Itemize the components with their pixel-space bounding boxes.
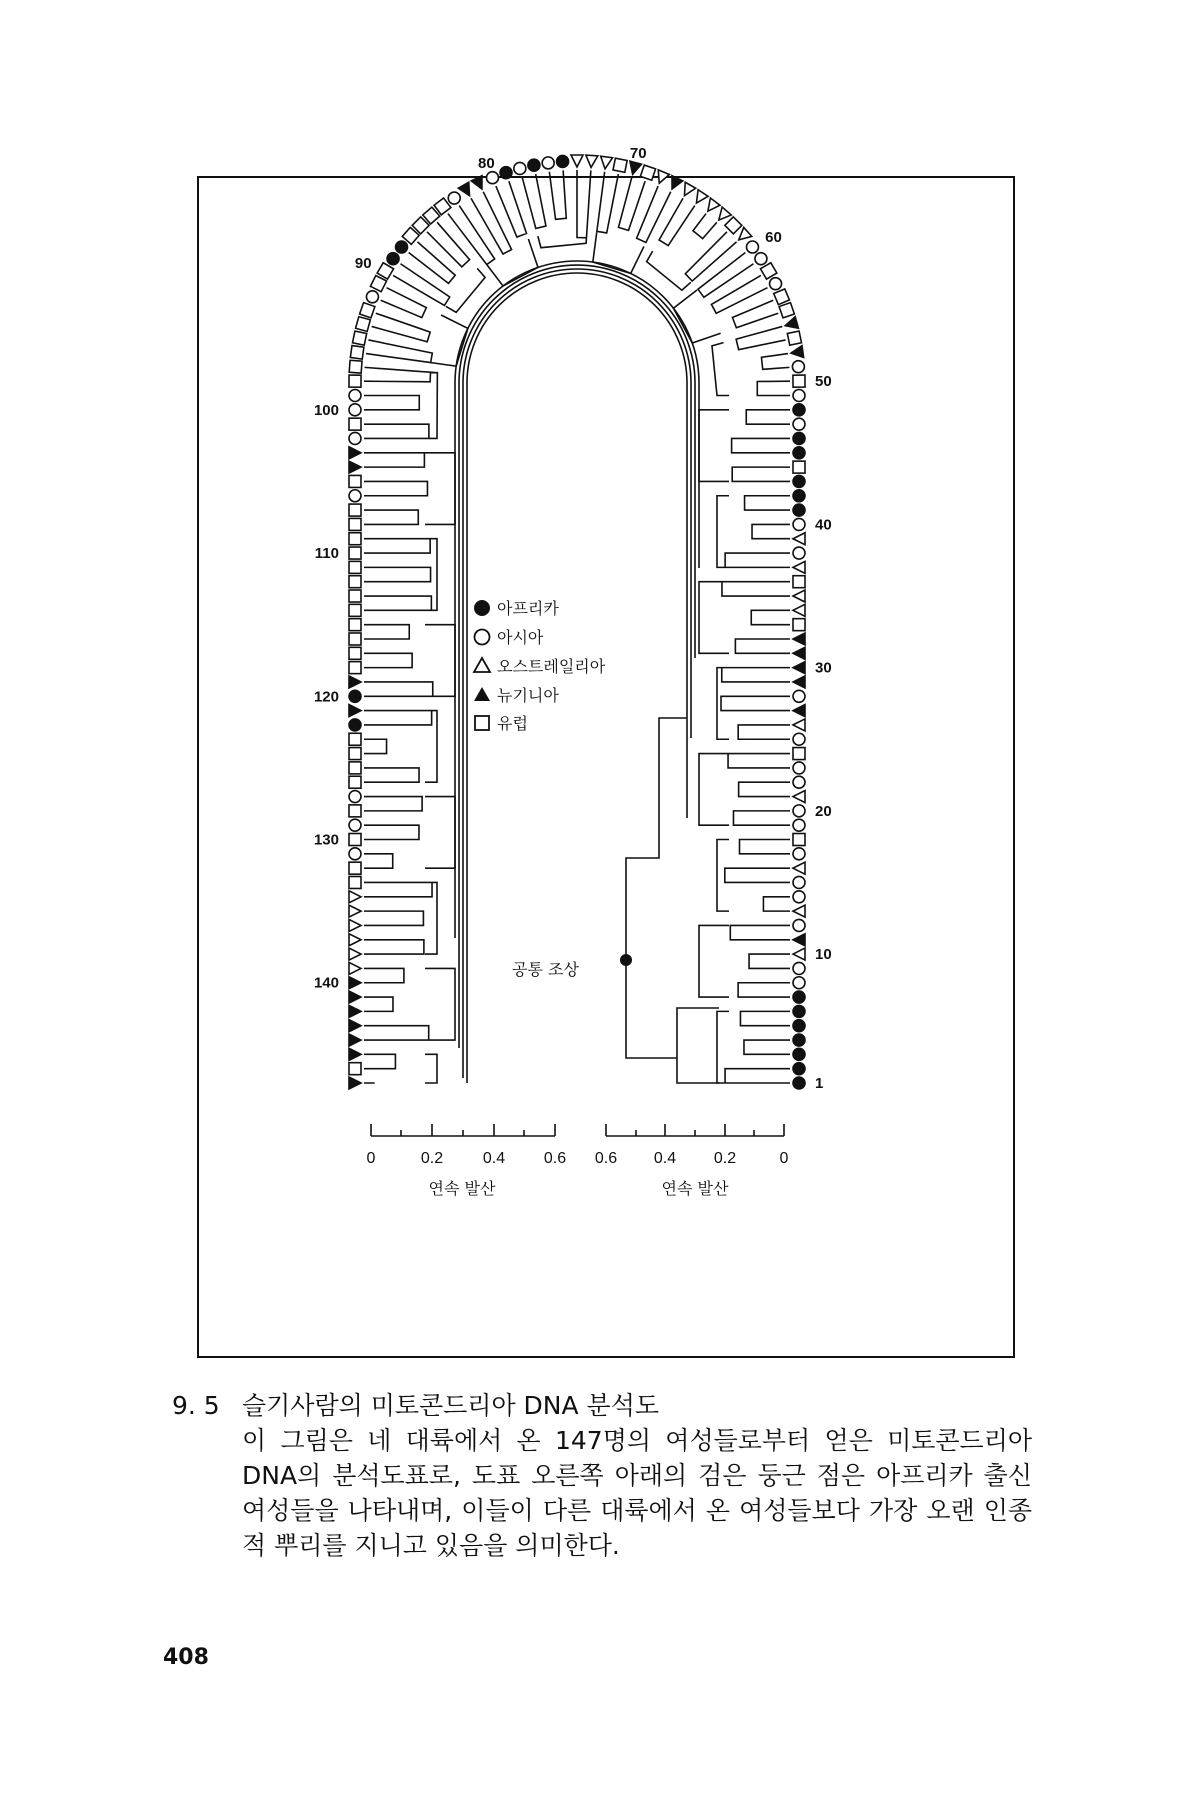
right-axis-label: 연속 발산: [661, 1179, 729, 1198]
open-circle-icon: [793, 762, 805, 774]
mtdna-tree-figure: [199, 145, 1017, 1360]
open-triangle-icon: [793, 590, 805, 602]
open-circle-icon: [349, 791, 361, 803]
tree-tips: [349, 155, 805, 1089]
filled-triangle-icon: [349, 1048, 361, 1060]
filled-circle-icon: [387, 253, 399, 265]
open-circle-icon: [755, 253, 767, 265]
filled-circle-icon: [793, 475, 805, 487]
tip-label-80: 80: [478, 154, 495, 172]
open-circle-icon: [793, 518, 805, 530]
open-square-icon: [349, 547, 361, 559]
filled-circle-icon: [793, 1063, 805, 1075]
open-square-icon: [349, 518, 361, 530]
left-axis-label: 연속 발산: [428, 1179, 496, 1198]
open-circle-icon: [793, 776, 805, 788]
open-square-icon: [475, 716, 489, 730]
filled-triangle-icon: [793, 662, 805, 674]
open-square-icon: [349, 375, 361, 387]
filled-triangle-icon: [630, 161, 642, 174]
open-square-icon: [349, 748, 361, 760]
filled-triangle-icon: [349, 1020, 361, 1032]
common-ancestor-label: 공통 조상: [512, 960, 579, 979]
legend-label-europe: 유럽: [497, 714, 528, 733]
tip-label-140: 140: [313, 974, 339, 992]
open-circle-icon: [514, 162, 526, 174]
open-square-icon: [725, 217, 742, 234]
filled-circle-icon: [474, 600, 490, 616]
open-square-icon: [352, 331, 366, 345]
legend: [474, 599, 606, 733]
tip-label-90: 90: [354, 254, 372, 272]
caption-number: 9. 5: [172, 1391, 220, 1420]
right-axis-tick-0.4: 0.4: [653, 1150, 677, 1167]
caption-body: 이 그림은 네 대륙에서 온 147명의 여성들로부터 얻은 미토콘드리아 DNA의 분석도표로, 도표 오른쪽 아래의 검은 둥근 점은 아프리카 출신 여성들을 나타내며, 이들이 다른 대륙에서 온 여성들보다 가장 오랜 인종적 뿌리를 지니고 있음을 의미한다.: [242, 1426, 1032, 1560]
left-axis-tick-0.6: 0.6: [543, 1150, 567, 1167]
filled-triangle-icon: [785, 317, 798, 329]
open-triangle-icon: [708, 198, 720, 211]
open-square-icon: [350, 346, 364, 360]
open-square-icon: [349, 475, 361, 487]
filled-circle-icon: [793, 404, 805, 416]
open-square-icon: [349, 504, 361, 516]
filled-circle-icon: [793, 1034, 805, 1046]
legend-item-europe: [475, 714, 528, 733]
open-square-icon: [349, 418, 361, 430]
legend-item-asia: [475, 628, 544, 647]
open-circle-icon: [793, 418, 805, 430]
open-circle-icon: [793, 805, 805, 817]
tip-label-10: 10: [815, 946, 832, 964]
open-circle-icon: [349, 389, 361, 401]
legend-label-australia: 오스트레일리아: [497, 657, 606, 676]
open-circle-icon: [793, 733, 805, 745]
filled-triangle-icon: [793, 633, 805, 645]
open-triangle-icon: [571, 155, 583, 167]
filled-triangle-icon: [349, 1005, 361, 1017]
open-triangle-icon: [793, 561, 805, 573]
legend-label-africa: 아프리카: [497, 599, 559, 618]
open-triangle-icon: [793, 862, 805, 874]
legend-label-new-guinea: 뉴기니아: [497, 686, 559, 705]
figure-frame: [197, 145, 1015, 1358]
open-circle-icon: [349, 819, 361, 831]
open-square-icon: [793, 576, 805, 588]
open-square-icon: [793, 748, 805, 760]
caption-title: 슬기사람의 미토콘드리아 DNA 분석도: [242, 1391, 659, 1420]
open-circle-icon: [770, 278, 782, 290]
open-square-icon: [793, 375, 805, 387]
open-triangle-icon: [349, 962, 361, 974]
tip-label-50: 50: [814, 373, 832, 391]
open-triangle-icon: [349, 934, 361, 946]
open-square-icon: [349, 561, 361, 573]
filled-circle-icon: [528, 159, 540, 171]
open-square-icon: [349, 662, 361, 674]
tip-label-1: 1: [815, 1075, 824, 1092]
open-circle-icon: [448, 192, 460, 204]
open-square-icon: [349, 590, 361, 602]
filled-triangle-icon: [793, 676, 805, 688]
open-square-icon: [640, 165, 655, 180]
filled-triangle-icon: [349, 461, 361, 473]
open-triangle-icon: [793, 791, 805, 803]
open-circle-icon: [793, 819, 805, 831]
tip-label-110: 110: [314, 545, 339, 563]
filled-triangle-icon: [349, 705, 361, 717]
legend-item-new-guinea: [474, 686, 559, 705]
filled-circle-icon: [793, 504, 805, 516]
tip-label-100: 100: [313, 401, 339, 419]
filled-triangle-icon: [349, 1077, 361, 1089]
open-square-icon: [349, 733, 361, 745]
open-square-icon: [793, 461, 805, 473]
open-circle-icon: [349, 848, 361, 860]
open-triangle-icon: [793, 533, 805, 545]
page-number: 408: [163, 1645, 209, 1670]
open-square-icon: [349, 647, 361, 659]
open-triangle-icon: [349, 948, 361, 960]
open-triangle-icon: [793, 604, 805, 616]
open-circle-icon: [486, 172, 498, 184]
open-square-icon: [349, 619, 361, 631]
open-circle-icon: [793, 962, 805, 974]
filled-circle-icon: [793, 447, 805, 459]
figure-caption: [172, 1388, 1032, 1563]
tip-label-60: 60: [765, 229, 782, 247]
open-circle-icon: [793, 547, 805, 559]
open-triangle-icon: [658, 170, 669, 183]
filled-circle-icon: [793, 991, 805, 1003]
filled-triangle-icon: [474, 687, 490, 701]
tip-label-40: 40: [815, 516, 832, 534]
filled-triangle-icon: [793, 647, 805, 659]
filled-circle-icon: [793, 1077, 805, 1089]
open-triangle-icon: [793, 948, 805, 960]
open-circle-icon: [793, 977, 805, 989]
filled-circle-icon: [557, 155, 569, 167]
right-axis: [606, 1124, 784, 1136]
open-circle-icon: [475, 630, 490, 645]
open-circle-icon: [792, 361, 804, 373]
filled-circle-icon: [793, 1005, 805, 1017]
open-circle-icon: [349, 490, 361, 502]
open-circle-icon: [366, 291, 378, 303]
open-square-icon: [349, 762, 361, 774]
filled-circle-icon: [793, 432, 805, 444]
tip-label-20: 20: [815, 802, 832, 820]
filled-triangle-icon: [349, 676, 361, 688]
left-axis-tick-0.4: 0.4: [482, 1150, 506, 1167]
open-square-icon: [349, 533, 361, 545]
open-square-icon: [349, 776, 361, 788]
open-triangle-icon: [739, 227, 752, 239]
open-triangle-icon: [349, 919, 361, 931]
legend-item-australia: [474, 657, 606, 676]
open-circle-icon: [793, 848, 805, 860]
open-circle-icon: [793, 876, 805, 888]
open-square-icon: [774, 289, 790, 305]
caption-heading: [172, 1388, 1032, 1423]
filled-circle-icon: [500, 167, 512, 179]
open-circle-icon: [793, 690, 805, 702]
open-square-icon: [356, 317, 371, 332]
left-axis-tick-0: 0: [366, 1150, 376, 1167]
open-triangle-icon: [719, 207, 731, 220]
open-circle-icon: [746, 241, 758, 253]
right-axis-tick-0.2: 0.2: [713, 1150, 737, 1167]
tip-label-30: 30: [815, 659, 832, 677]
legend-label-asia: 아시아: [497, 628, 544, 647]
legend-item-africa: [474, 599, 559, 618]
open-triangle-icon: [684, 182, 695, 195]
tip-label-130: 130: [313, 831, 339, 849]
open-triangle-icon: [349, 891, 361, 903]
filled-triangle-icon: [349, 1034, 361, 1046]
tip-label-70: 70: [629, 145, 647, 163]
open-triangle-icon: [793, 905, 805, 917]
open-circle-icon: [542, 157, 554, 169]
open-square-icon: [349, 576, 361, 588]
open-triangle-icon: [474, 658, 490, 672]
filled-triangle-icon: [791, 346, 804, 358]
open-circle-icon: [349, 432, 361, 444]
open-circle-icon: [793, 389, 805, 401]
left-axis: [371, 1124, 555, 1136]
open-square-icon: [349, 360, 362, 373]
open-triangle-icon: [586, 155, 598, 167]
filled-circle-icon: [793, 1020, 805, 1032]
root-branches: [626, 718, 719, 1083]
open-square-icon: [349, 805, 361, 817]
left-axis-tick-0.2: 0.2: [420, 1150, 444, 1167]
open-circle-icon: [349, 404, 361, 416]
tree-branches: [364, 170, 790, 1083]
filled-triangle-icon: [793, 705, 805, 717]
filled-circle-icon: [793, 1048, 805, 1060]
open-square-icon: [360, 303, 375, 318]
open-circle-icon: [793, 891, 805, 903]
filled-circle-icon: [396, 241, 408, 253]
common-ancestor-node: [620, 954, 632, 966]
open-triangle-icon: [696, 190, 708, 203]
filled-triangle-icon: [458, 182, 469, 195]
filled-triangle-icon: [349, 977, 361, 989]
filled-triangle-icon: [471, 176, 482, 189]
filled-triangle-icon: [349, 447, 361, 459]
open-square-icon: [349, 633, 361, 645]
backbone-branch: [455, 261, 699, 938]
open-square-icon: [349, 604, 361, 616]
open-square-icon: [349, 834, 361, 846]
open-triangle-icon: [349, 905, 361, 917]
filled-circle-icon: [793, 490, 805, 502]
filled-triangle-icon: [793, 934, 805, 946]
open-circle-icon: [793, 919, 805, 931]
filled-triangle-icon: [672, 176, 683, 189]
open-square-icon: [787, 331, 801, 345]
filled-circle-icon: [349, 719, 361, 731]
open-square-icon: [349, 862, 361, 874]
open-square-icon: [793, 619, 805, 631]
open-square-icon: [349, 876, 361, 888]
open-square-icon: [793, 834, 805, 846]
tip-branches: [364, 170, 790, 1083]
open-square-icon: [349, 1063, 361, 1075]
filled-triangle-icon: [349, 991, 361, 1003]
open-square-icon: [613, 158, 627, 172]
open-square-icon: [779, 303, 794, 318]
right-axis-tick-0: 0: [779, 1150, 789, 1167]
open-triangle-icon: [793, 719, 805, 731]
right-axis-tick-0.6: 0.6: [594, 1150, 618, 1167]
open-triangle-icon: [601, 156, 613, 169]
filled-circle-icon: [349, 690, 361, 702]
tip-label-120: 120: [313, 688, 339, 706]
